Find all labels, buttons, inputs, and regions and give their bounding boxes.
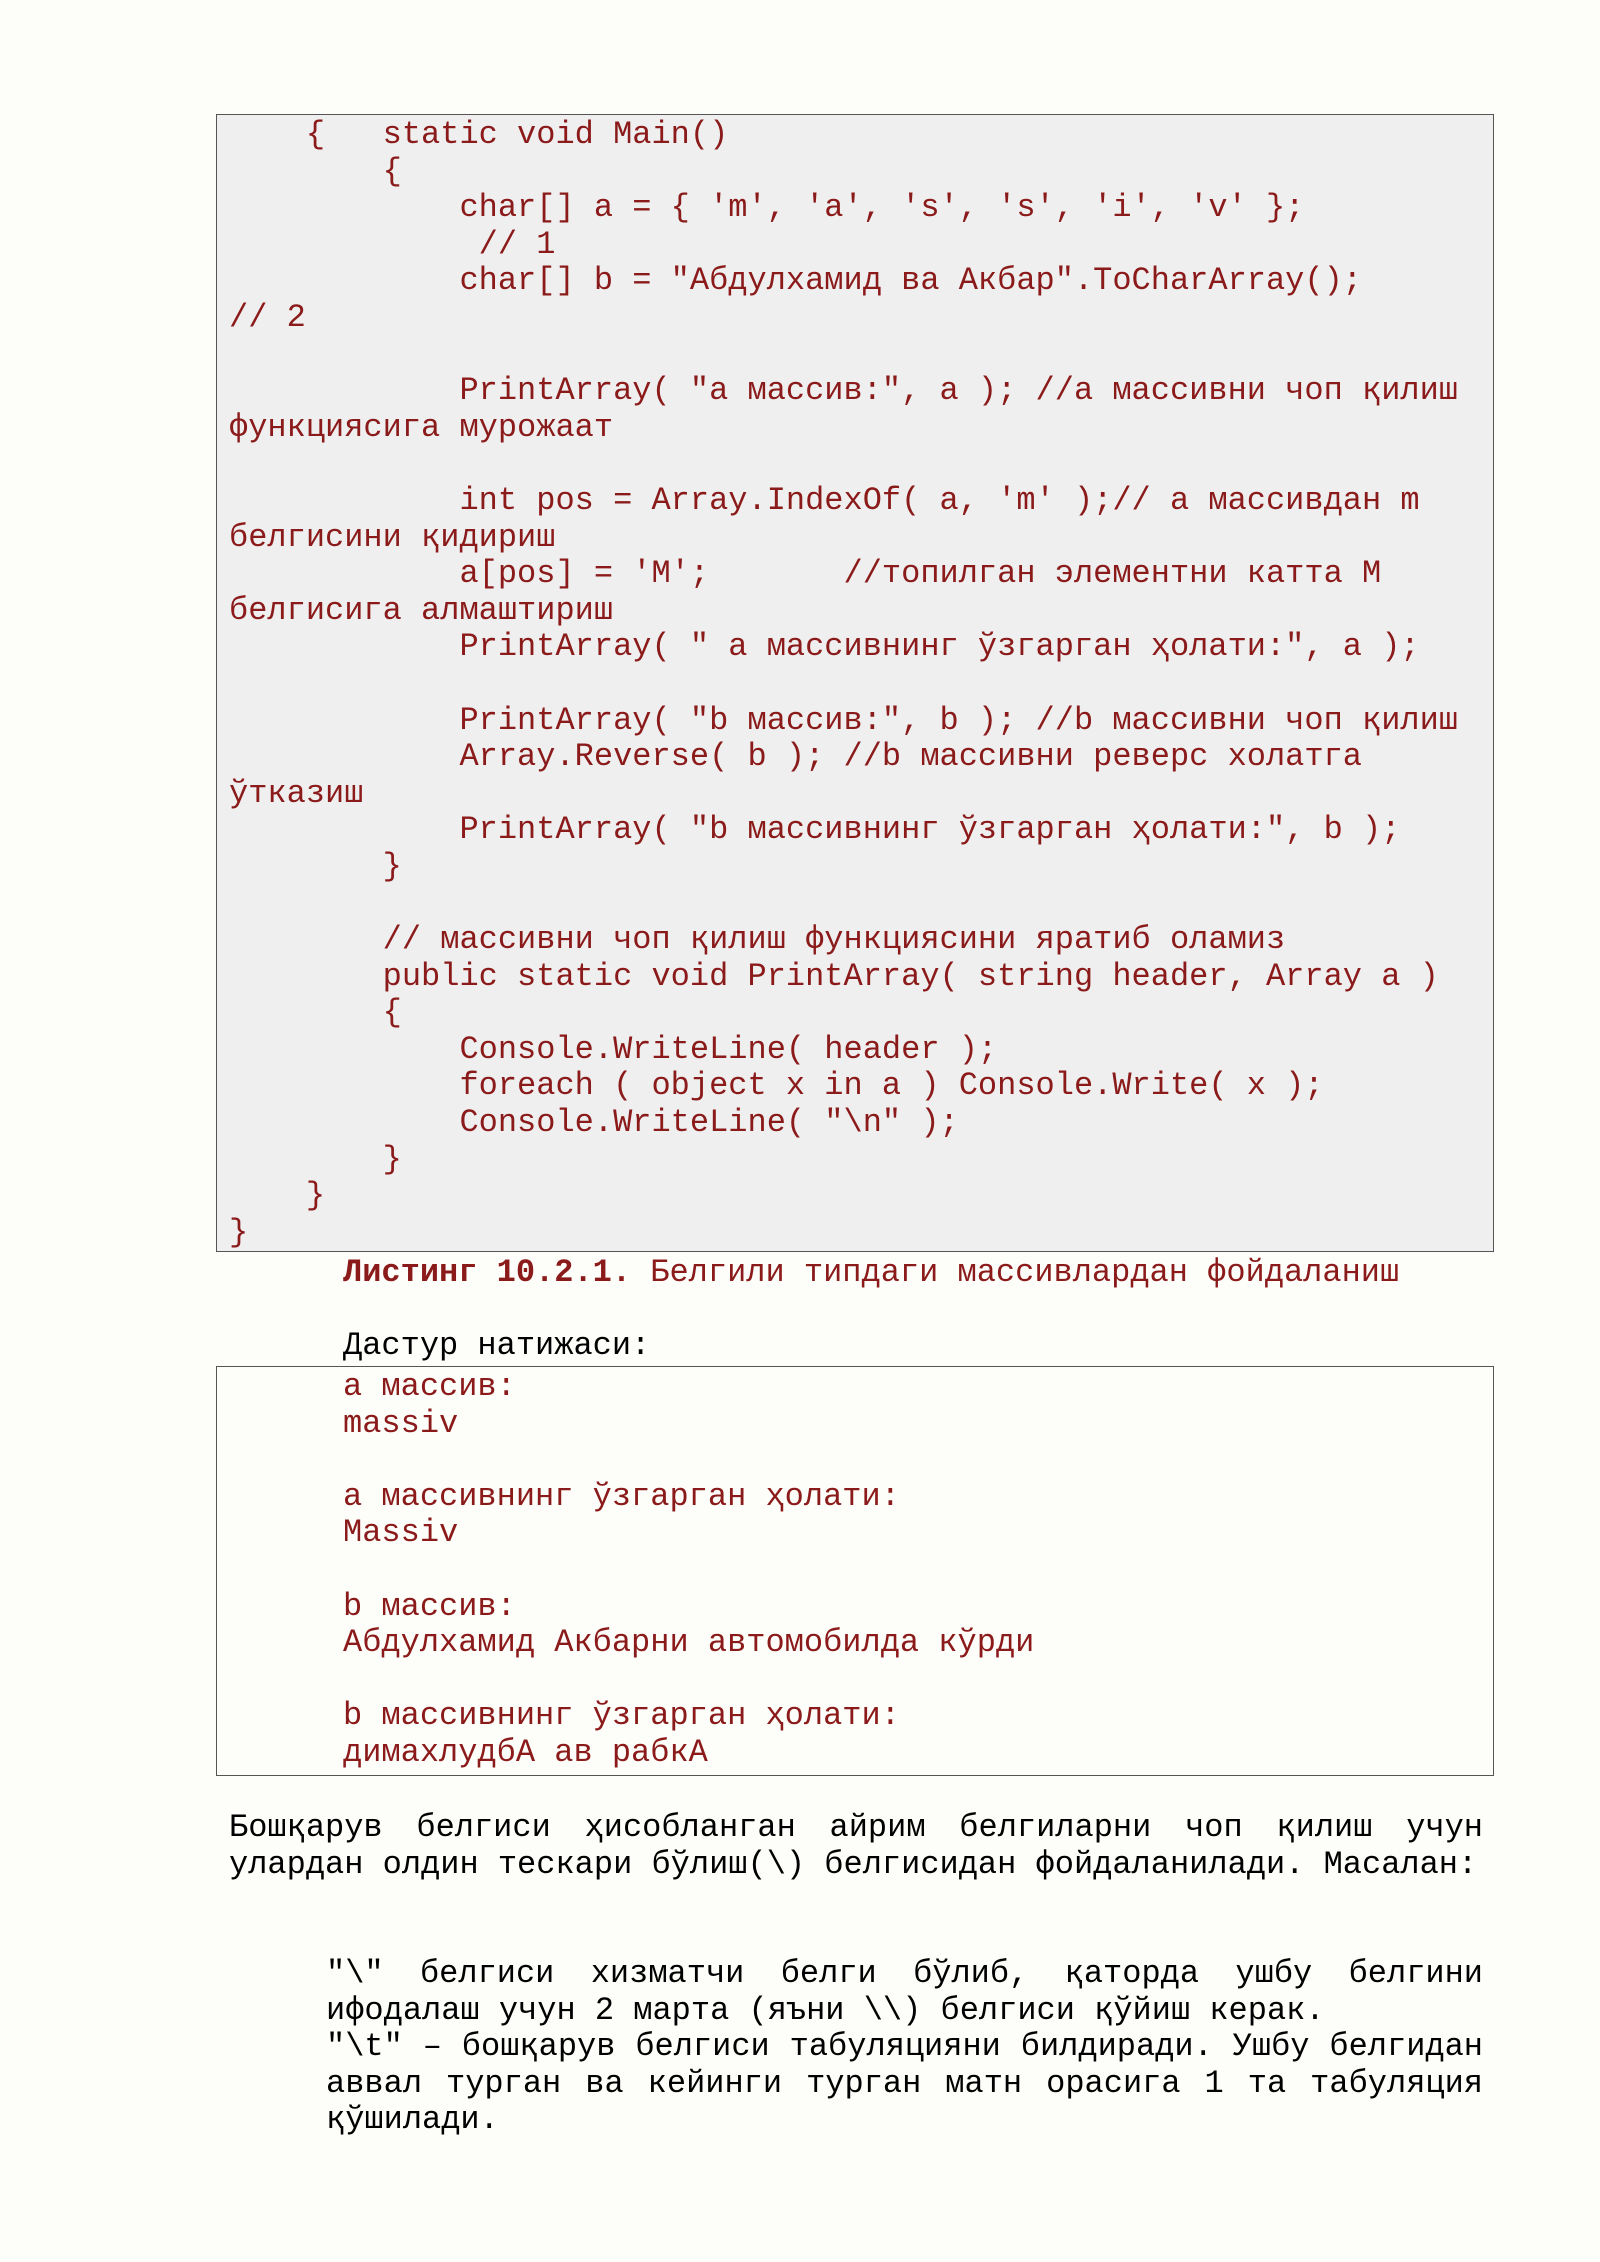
escape-list (326, 1956, 1483, 2139)
list-item: "\" белгиси хизматчи белги бўлиб, қаторда ушбу белгини ифодалаш учун 2 марта (яъни \\) белгиси қўйиш керак. (326, 1955, 1483, 2029)
code-listing: { static void Main() { char[] a = { 'm', 'a', 's', 's', 'i', 'v' }; // 1 char[] b = "Абдулхамид ва Акбар".ToCharArray(); // 2 PrintArray( "a массив:", a ); //a массивни чоп қилиш функциясига мурожаат int pos = Array.IndexOf( a, 'm' );// a массивдан m белгисини қидириш a[pos] = 'M'; //топилган элементни катта M белгисига алмаштириш PrintArray( " a массивнинг ўзгарган ҳолати:", a ); PrintArray( "b массив:", b ); //b массивни чоп қилиш Array.Reverse( b ); //b массивни реверс холатга ўтказиш PrintArray( "b массивнинг ўзгарган ҳолати:", b ); } // массивни чоп қилиш функциясини яратиб оламиз public static void PrintArray( string header, Array a ) { Console.WriteLine( header ); foreach ( object x in a ) Console.Write( x ); Console.WriteLine( "\n" ); } } } (229, 116, 1458, 1251)
body-paragraph-text: Бошқарув белгиси ҳисобланган айрим белгиларни чоп қилиш учун улардан олдин тескари бўлиш(\) белгисидан фойдаланилади. Масалан: (229, 1809, 1483, 1883)
list-item: "\t" – бошқарув белгиси табуляцияни билдиради. Ушбу белгидан аввал турган ва кейинги турган матн орасига 1 та табуляция қўшилади. (326, 2028, 1483, 2139)
listing-caption-label: Листинг 10.2.1. (343, 1254, 632, 1291)
program-result-label: Дастур натижаси: (343, 1327, 651, 1364)
program-output: a массив: massiv a массивнинг ўзгарган ҳолати: Massiv b массив: Абдулхамид Акбарни автомобилда кўрди b массивнинг ўзгарган ҳолати: димахлудбА ав рабкА (343, 1368, 1035, 1771)
listing-caption-text: Белгили типдаги массивлардан фойдаланиш (631, 1254, 1400, 1291)
body-paragraph (229, 1810, 1483, 1883)
listing-caption (343, 1255, 1399, 1292)
